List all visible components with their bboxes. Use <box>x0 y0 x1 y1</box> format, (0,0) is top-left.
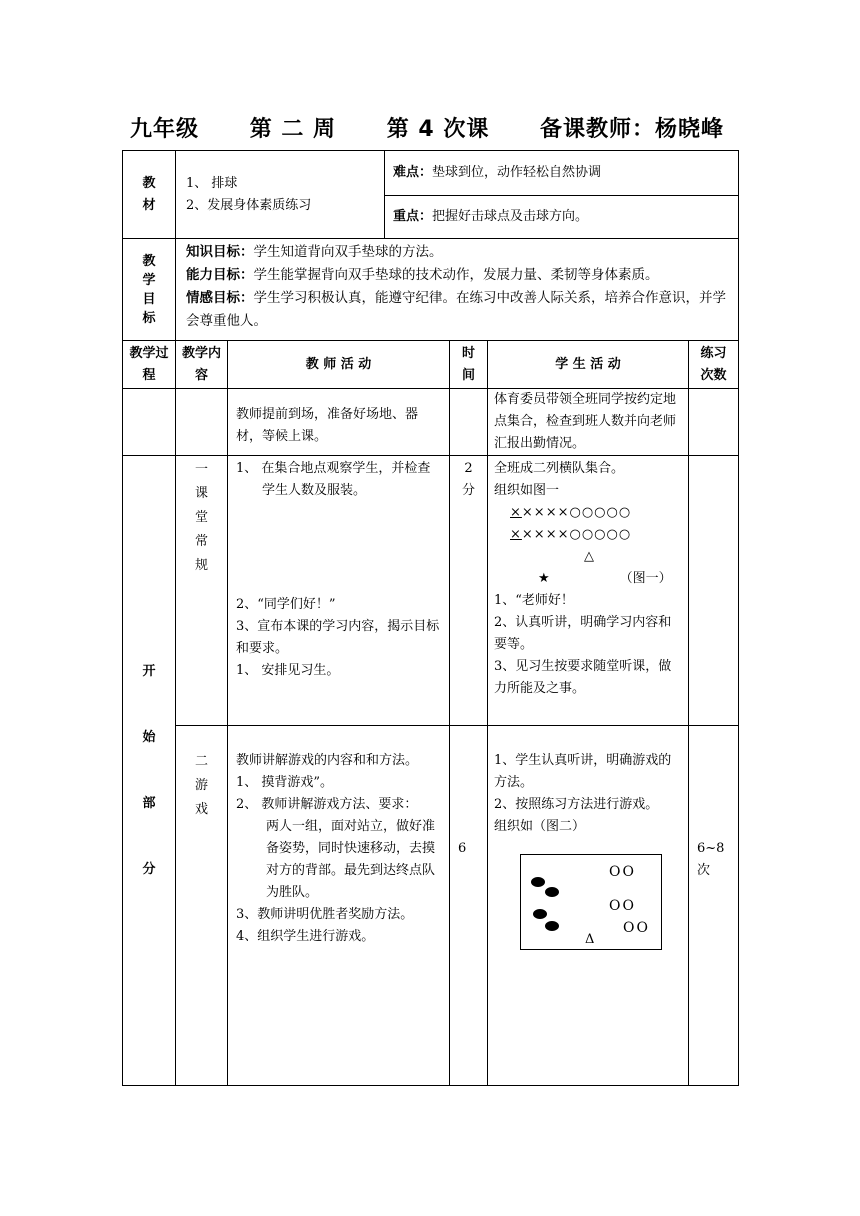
formation-row-2: ×××××○○○○○ <box>510 527 632 542</box>
team-a-dot <box>545 921 559 931</box>
material-items: 1、 排球 2、发展身体素质练习 <box>176 151 385 239</box>
lesson: 第 4 次课 <box>386 117 490 142</box>
game-student: 1、学生认真听讲，明确游戏的方法。 2、按照练习方法进行游戏。 组织如（图二） OO OO OO Δ <box>488 726 689 1086</box>
material-goals-table <box>122 150 739 341</box>
goals-text <box>176 239 739 341</box>
ability-goal: 能力目标：学生能掌握背向双手垫球的技术动作，发展力量、柔韧等身体素质。 <box>186 267 659 283</box>
game-time: 6 <box>450 726 488 1086</box>
col-process: 教学过程 <box>123 341 176 389</box>
material-label: 教 材 <box>123 151 176 239</box>
page-title <box>130 112 724 143</box>
col-time: 时间 <box>450 341 488 389</box>
grade: 九年级 <box>130 117 200 142</box>
team-a-dot <box>531 877 545 887</box>
team-b-circles: OO <box>609 864 636 880</box>
process-table <box>122 340 739 1086</box>
star-icon: ★ <box>538 571 550 586</box>
goals-label: 教 学 目 标 <box>123 239 176 341</box>
formation-row-1: ×××××○○○○○ <box>510 505 632 520</box>
routine-content: 一 课 堂 常 规 <box>176 456 228 726</box>
team-b-circles: OO <box>623 920 650 936</box>
key-point: 重点：把握好击球点及击球方向。 <box>385 196 739 239</box>
pre-teacher: 教师提前到场，准备好场地、器材，等候上课。 <box>228 389 450 456</box>
teacher-name: 备课教师：杨晓峰 <box>540 117 725 142</box>
teacher-triangle-icon: △ <box>584 549 594 564</box>
formation-caption: ★ （图一） <box>538 571 672 586</box>
game-reps: 6~8 次 <box>689 726 739 1086</box>
week: 第 二 周 <box>249 117 337 142</box>
emotion-goal: 情感目标：学生学习积极认真，能遵守纪律。在练习中改善人际关系，培养合作意识，并学会尊重他人。 <box>186 290 726 329</box>
team-b-circles: OO <box>609 898 636 914</box>
pre-student: 体育委员带领全班同学按约定地点集合，检查到班人数并向老师汇报出勤情况。 <box>488 389 689 456</box>
col-reps: 练习次数 <box>689 341 739 389</box>
col-content: 教学内容 <box>176 341 228 389</box>
game-diagram <box>520 854 662 950</box>
routine-teacher: 1、 在集合地点观察学生，并检查学生人数及服装。 2、“同学们好！” 3、宣布本课的学习内容，揭示目标和要求。 1、 安排见习生。 <box>228 456 450 726</box>
team-a-dot <box>545 887 559 897</box>
col-student: 学 生 活 动 <box>488 341 689 389</box>
game-teacher: 教师讲解游戏的内容和和方法。 1、 摸背游戏”。 2、 教师讲解游戏方法、要求： 两人一组，面对站立，做好准备姿势，同时快速移动，去摸对方的背部。最先到达终点队为胜队。 3、教师讲明优胜者奖励方法。 4、组织学生进行游戏。 <box>228 726 450 1086</box>
routine-time: 2 分 <box>450 456 488 726</box>
section-start: 开 始 部 分 <box>123 456 176 1086</box>
routine-student: 全班成二列横队集合。 组织如图一 ×××××○○○○○ ×××××○○○○○ △ ★ （图一） 1、“老师好！ 2、认真听讲，明确学习内容和要等。 3、见习生按要求随堂听课，做力所能及之事。 <box>488 456 689 726</box>
knowledge-goal: 知识目标：学生知道背向双手垫球的方法。 <box>186 244 443 260</box>
difficulty: 难点：垫球到位，动作轻松自然协调 <box>385 151 739 196</box>
col-teacher: 教 师 活 动 <box>228 341 450 389</box>
team-a-dot <box>533 909 547 919</box>
teacher-triangle-icon: Δ <box>585 932 597 947</box>
game-content: 二 游 戏 <box>176 726 228 1086</box>
